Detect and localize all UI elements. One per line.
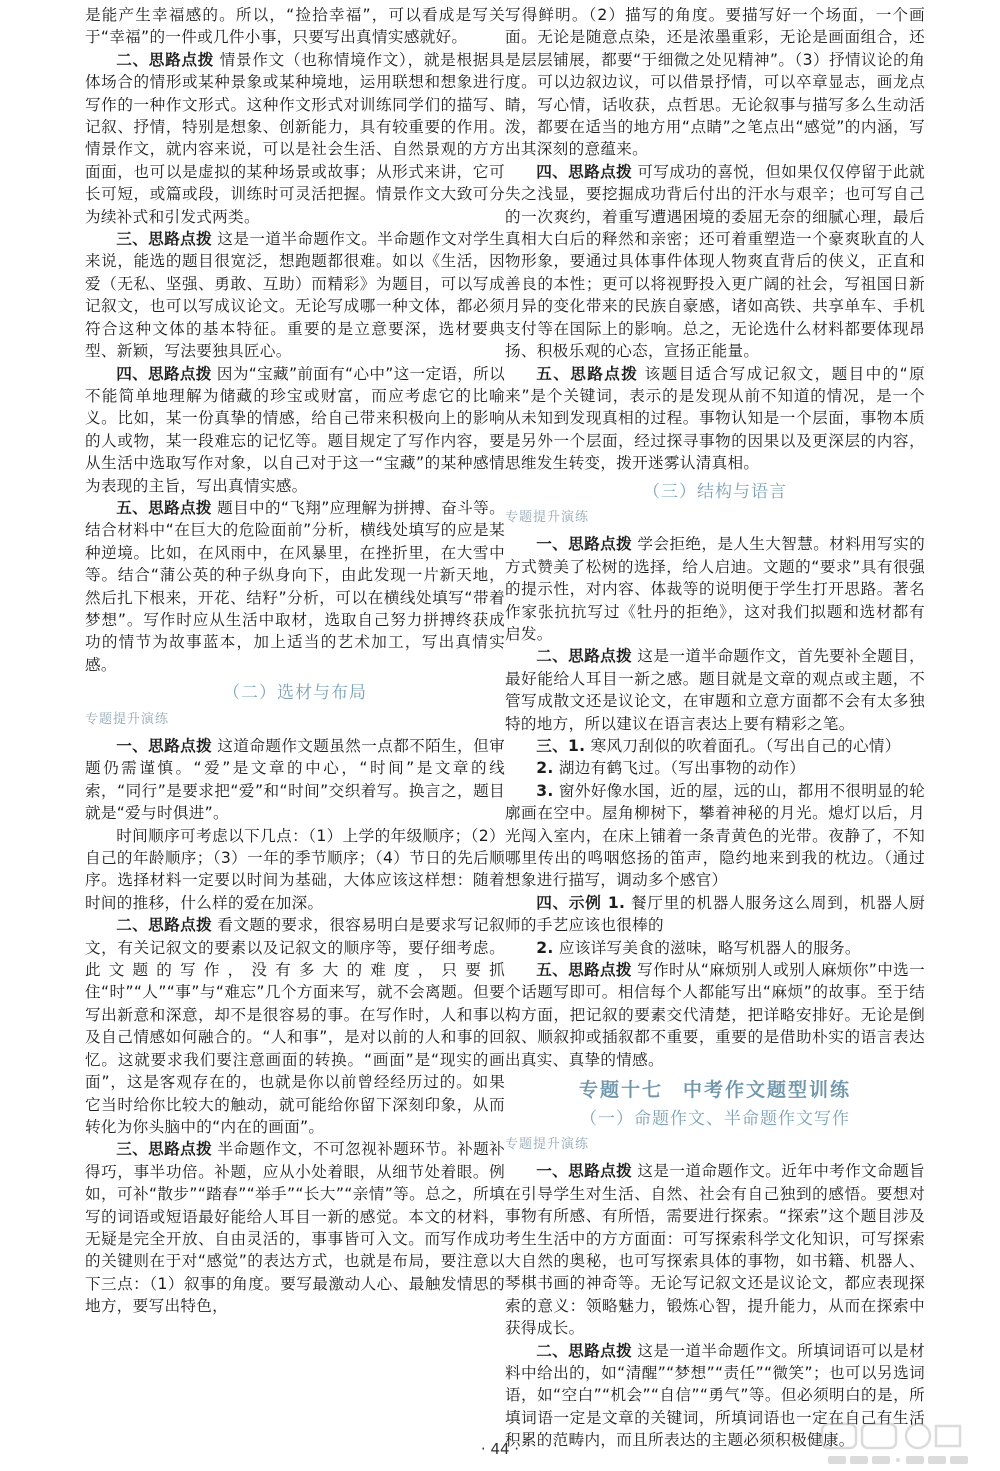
paragraph-text: 题目中的“飞翔”应理解为拼搏、奋斗等。结合材料中“在巨大的危险面前”分析，横线处填写的应是某种逆境。比如，在风雨中，在风暴里，在挫折里，在大雪中等。结合“蒲公英的种子纵身向下，由此发现一片新天地，然后扎下根来，开花、结籽”分析，可以在横线处填写“带着梦想”。写作时应从生活中取材，选取自己努力拼搏终获成功的情节为故事蓝本，加上适当的艺术加工，写出真情实感。 [85,498,505,674]
answer-paragraph [85,825,505,915]
answer-paragraph [505,757,925,779]
answer-paragraph [505,780,925,892]
answer-paragraph [85,497,505,676]
answer-paragraph [85,1138,505,1317]
item-label: 二、思路点拨 [116,50,215,69]
paragraph-text: 这是一道命题作文。近年中考作文命题旨在引导学生对生活、自然、社会有自己独到的感悟。要想对事物有所感、有所悟，需要进行探索。“探索”这个题目涉及考生生活中的方方面面：可写探索科学文化知识，可写探索大自然的奥秘，也可写探索具体的事物，如书籍、机器人、琴棋书画的神奇等。无论写记叙文还是议论文，都应表现探索的意义：领略魅力，锻炼心智，提升能力，从而在探索中获得成长。 [505,1162,925,1338]
watermark-logo [818,1418,996,1468]
answer-paragraph [505,363,925,475]
left-column [85,4,505,1318]
item-label: 三、思路点拨 [116,1140,213,1159]
paragraph-text: 写得鲜明。（2）描写的角度。要描写好一个场面，一个画面。无论是随意点染，还是浓墨重彩，无论是画面组合，还是层层铺展，都要“于细微之处见精神”。（3）抒情议论的角度。可以边叙边议，可以借景抒情，可以卒章显志，画龙点睛，写心情，话收获，点哲思。无论叙事与描写多么生动活泼，都要在适当的地方用“点睛”之笔点出“感觉”的内涵，写出其深刻的意蕴来。 [505,6,925,159]
answer-paragraph [85,363,505,497]
answer-paragraph [85,735,505,825]
paragraph-text: 这是一道半命题作文。所填词语可以是材料中给出的，如“清醒”“梦想”“责任”“微笑”；也可以另选词语，如“空白”“机会”“自信”“勇气”等。但必须明白的是，所填词语一定是文章的关键词，所填词语也一定在自己有生活积累的范畴内，而且所表达的主题必须积极健康。 [505,1341,925,1450]
item-label: 3. [536,781,554,800]
item-label: 五、思路点拨 [536,364,639,383]
paragraph-text: 时间顺序可考虑以下几点：（1）上学的年级顺序；（2）自己的年龄顺序；（3）一年的季节顺序；（4）节日的先后顺序。选择材料一定要以时间为基础，大体应该这样想：随着时间的推移，什么样的爱在加深。 [85,826,505,912]
item-label: 2. [536,759,554,778]
answer-paragraph [85,228,505,362]
paragraph-text: 这是一道半命题作文，首先要补全题目，最好能给人耳目一新之感。题目就是文章的观点或主题，不管写成散文还是议论文，在审题和立意方面都不会有太多独特的地方，所以建议在语言表达上要有精彩之笔。 [505,647,925,733]
item-label: 二、思路点拨 [536,647,633,666]
answer-paragraph [505,892,925,937]
item-label: 2. [536,938,554,957]
paragraph-text: 因为“宝藏”前面有“心中”这一定语，所以不能简单地理解为储藏的珍宝或财富，而应考虑它的比喻义。比如，某一份真挚的情感，给自己带来积极向上的影响的人或物，某一段难忘的记忆等。题目规定了写作内容，要从生活中选取写作对象，以自己对于这一“宝藏”的某种感情为表现的主旨，写出真情实感。 [85,364,505,495]
section-heading: （三）结构与语言 [643,481,787,502]
answer-paragraph [505,959,925,1071]
item-label: 三、1. [536,737,586,755]
practice-label: 专题提升演练 [505,509,590,525]
item-label: 二、思路点拨 [536,1341,633,1360]
paragraph-text: 该题目适合写成记叙文，题目中的“原来”是个关键词，表示的是发现从前不知道的情况，是一个从未知到发现真相的过程。事物认知是一个层面，事物本质是另外一个层面，经过探寻事物的因果以及更深层的内容，思维发生转变，拨开迷雾认清真相。 [505,364,925,473]
item-label: 五、思路点拨 [116,498,212,517]
item-label: 一、思路点拨 [116,737,213,755]
chapter-title: 中考作文题型训练 [683,1079,852,1102]
paragraph-text: 半命题作文，不可忽视补题环节。补题补得巧，事半功倍。补题，应从小处着眼，从细节处着眼。例如，可补“散步”“踏春”“举手”“长大”“亲情”等。总之，所填写的词语或短语最好能给人耳目一新的感觉。本文的材料，无疑是完全开放、自由灵活的，事事皆可入文。而写作成功的关键则在于对“感觉”的表达方式，也就是布局，要注意以下三点：（1）叙事的角度。要写最激动人心、最触发情思的地方，要写出特色， [85,1140,505,1316]
paragraph-text: 这道命题作文题虽然一点都不陌生，但审题仍需谨慎。“爱”是文章的中心，“时间”是文章的线索，“同行”是要求把“爱”和“时间”交织着写。换言之，题目就是“爱与时俱进”。 [85,737,505,823]
chapter-heading [505,1079,925,1101]
answer-paragraph [505,937,925,959]
item-label: 四、示例 1. [536,893,626,912]
answer-paragraph [505,161,925,363]
section-heading: （一）命题作文、半命题作文写作 [580,1108,850,1129]
paragraph-text: 学会拒绝，是人生大智慧。材料用写实的方式赞美了松树的选择，给人启迪。文题的“要求”具有很强的提示性，对内容、体裁等的说明便于学生打开思路。著名作家张抗抗写过《牡丹的拒绝》，这对我们拟题和选材都有启发。 [505,535,925,643]
paragraph-text: 应该详写美食的滋味，略写机器人的服务。 [558,938,861,957]
item-label: 三、思路点拨 [116,230,213,249]
item-label: 五、思路点拨 [536,961,632,980]
paragraph-text: 看文题的要求，很容易明白是要求写记叙文，有关记叙文的要素以及记叙文的顺序等，要仔细考虑。此文题的写作，没有多大的难度，只要抓住“时”“人”“事”与“难忘”几个方面来写，就不会离题。但要写出新意和深意，却不是很容易的事。在写作时，人和事以及自己情感如何融合的。“人和事”，是对以前的人和事的回忆。这就要求我们要注意画面的转换。“画面”是“现实的画面”，这是客观存在的，也就是你以前曾经经历过的。如果它当时给你比较大的触动，就可能给你留下深刻印象，从而转化为你头脑中的“内在的画面”。 [85,916,505,1136]
paragraph-text: 可写成功的喜悦，但如果仅仅停留于此就失之浅显，要挖掘成功背后付出的汗水与艰辛；也可写自己的一次爽约，着重写遭遇困境的委屈无奈的细腻心理，最后真相大白后的释然和亲密；还可着重塑造一个豪爽耿直的人物形象，要通过具体事件体现人物爽直背后的侠义，正直和善良的本性；更可以将视野投入更广阔的社会，写祖国日新月异的变化带来的民族自豪感，诸如高铁、共享单车、手机支付等在国际上的影响。总之，无论选什么材料都要体现昂扬、积极乐观的心态，宣扬正能量。 [505,162,925,361]
practice-label: 专题提升演练 [505,1136,590,1152]
paragraph-text: 这是一道半命题作文。半命题作文对学生来说，能选的题目很宽泛，想跑题都很难。如以《生活，因爱（无私、坚强、勇敢、互助）而精彩》为题目，可以写成记叙文，也可以写成议论文。无论写成哪一种文体，都必须符合这种文体的基本特征。重要的是立意要深，选材要典型、新颖，写法要独具匠心。 [85,230,505,361]
page-number: · 44 · [480,1440,520,1458]
answer-paragraph [85,4,505,49]
item-label: 一、思路点拨 [536,1162,633,1181]
paragraph-text: 是能产生幸福感的。所以，“捡拾幸福”，可以看成是写关于“幸福”的一件或几件小事，只要写出真情实感就好。 [85,6,505,47]
paragraph-text: 餐厅里的机器人服务这么周到，机器人厨师的手艺应该也很棒的 [505,893,925,935]
item-label: 四、思路点拨 [116,364,212,383]
paragraph-text: 寒风刀刮似的吹着面孔。（写出自己的心情） [590,737,901,755]
section-heading: （二）选材与布局 [223,683,367,704]
answer-paragraph [505,645,925,735]
practice-label: 专题提升演练 [85,711,170,727]
answer-paragraph [85,49,505,228]
answer-paragraph [505,4,925,161]
paragraph-text: 写作时从“麻烦别人或别人麻烦你”中选一个话题写即可。相信每个人都能写出“麻烦”的故事。至于结构方面，把记叙的要素交代清楚，把详略安排好。无论是倒叙、顺叙抑或插叙都不重要，重要的是借助朴实的语言表达出真实、真挚的情感。 [505,961,925,1069]
answer-paragraph [85,914,505,1138]
paragraph-text: 湖边有鹤飞过。（写出事物的动作） [558,759,806,778]
item-label: 一、思路点拨 [536,535,633,554]
answer-paragraph [505,1160,925,1339]
item-label: 四、思路点拨 [536,162,633,181]
answer-paragraph [505,735,925,757]
answer-paragraph [505,533,925,645]
paragraph-text: 情景作文（也称情境作文），就是根据具体场合的情形或某种景象或某种境地，运用联想和想象进行写作的一种作文形式。这种作文形式对训练同学们的描写、记叙、抒情，特别是想象、创新能力，具有较重要的作用。情景作文，就内容来说，可以是社会生活、自然景观的方方面面，也可以是虚拟的某种场景或故事；从形式来讲，它可长可短，或篇或段，训练时可灵活把握。情景作文大致可分为续补式和引发式两类。 [85,50,505,226]
paragraph-text: 窗外好像水国，近的屋，远的山，都用不很明显的轮廓画在空中。屋角柳树下，攀着神秘的月光。熄灯以后，月光闯入室内，在床上铺着一条青黄色的光带。夜静了，不知哪里传出的鸣咽悠扬的笛声，隐约地来到我的枕边。（通过想象进行描写，调动多个感官） [505,781,925,890]
item-label: 二、思路点拨 [116,916,213,935]
right-column [505,4,925,1452]
chapter-number: 专题十七 [578,1079,663,1102]
